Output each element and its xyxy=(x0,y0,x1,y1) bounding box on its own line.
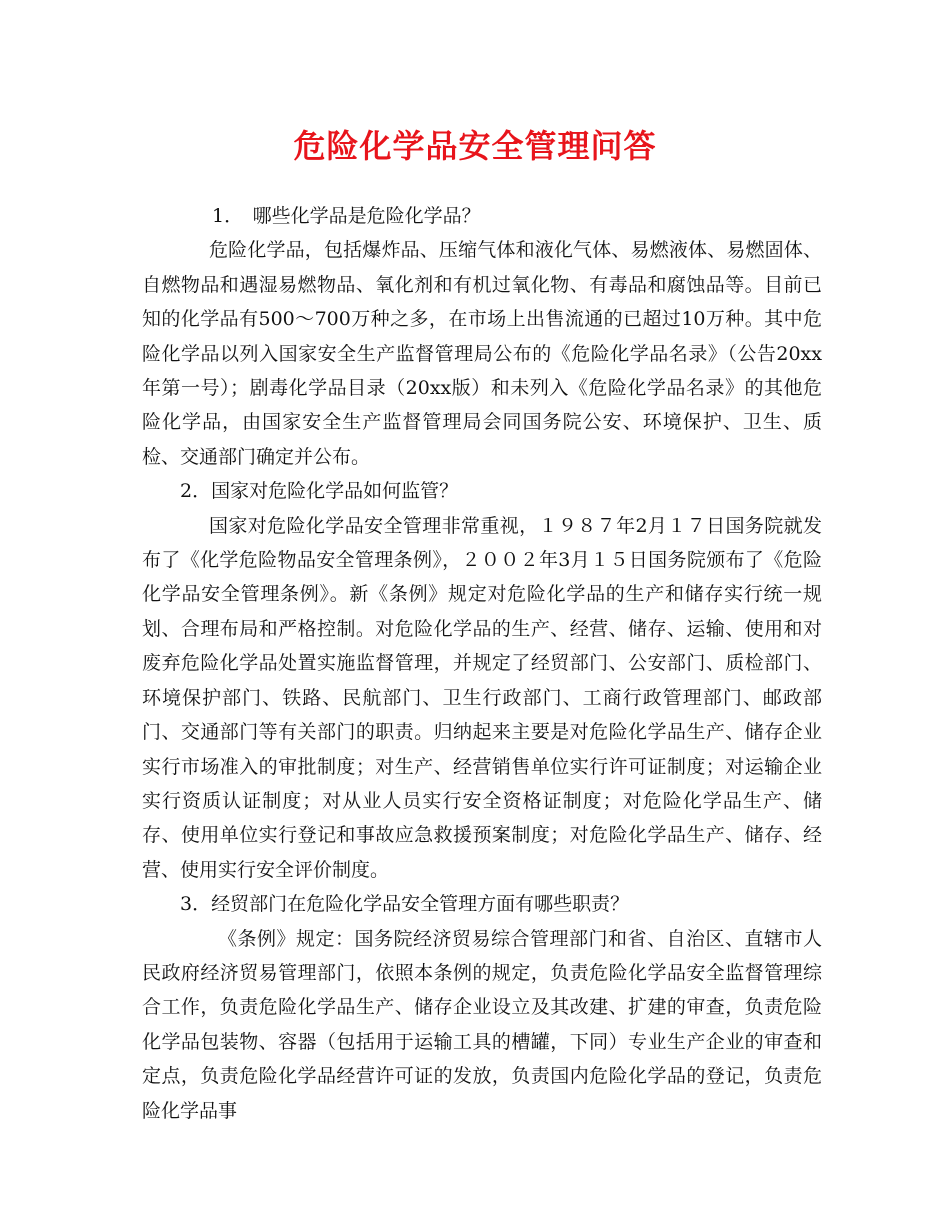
document-title: 危险化学品安全管理问答 xyxy=(293,127,657,165)
answer-2: 国家对危险化学品安全管理非常重视，１９８７年2月１７日国务院就发布了《化学危险物品安全管理条例》，２００２年3月１５日国务院颁布了《危险化学品安全管理条例》。新《条例》规定对危险化学品的生产和储存实行统一规划、合理布局和严格控制。对危险化学品的生产、经营、储存、运输、使用和对废弃危险化学品处置实施监督管理，并规定了经贸部门、公安部门、质检部门、环境保护部门、铁路、民航部门、卫生行政部门、工商行政管理部门、邮政部门、交通部门等有关部门的职责。归纳起来主要是对危险化学品生产、储存企业实行市场准入的审批制度；对生产、经营销售单位实行许可证制度；对运输企业实行资质认证制度；对从业人员实行安全资格证制度；对危险化学品生产、储存、使用单位实行登记和事故应急救援预案制度；对危险化学品生产、储存、经营、使用实行安全评价制度。 xyxy=(142,514,822,881)
question-2: 2．国家对危险化学品如何监管？ xyxy=(180,480,459,503)
answer-3: 《条例》规定：国务院经济贸易综合管理部门和省、自治区、直辖市人民政府经济贸易管理部门，依照本条例的规定，负责危险化学品安全监督管理综合工作，负责危险化学品生产、储存企业设立及其改建、扩建的审查，负责危险化学品包装物、容器（包括用于运输工具的槽罐，下同）专业生产企业的审查和定点，负责危险化学品经营许可证的发放，负责国内危险化学品的登记，负责危险化学品事 xyxy=(142,927,822,1122)
document-body xyxy=(142,199,822,1128)
question-1: 1． 哪些化学品是危险化学品？ xyxy=(212,205,481,227)
answer-1: 危险化学品，包括爆炸品、压缩气体和液化气体、易燃液体、易燃固体、自燃物品和遇湿易燃物品、氧化剂和有机过氧化物、有毒品和腐蚀品等。目前已知的化学品有500～700万种之多，在市场上出售流通的已超过10万种。其中危险化学品以列入国家安全生产监督管理局公布的《危险化学品名录》（公告20xx年第一号）；剧毒化学品目录（20xx版）和未列入《危险化学品名录》的其他危险化学品，由国家安全生产监督管理局会同国务院公安、环境保护、卫生、质检、交通部门确定并公布。 xyxy=(142,239,822,468)
question-3: 3．经贸部门在危险化学品安全管理方面有哪些职责？ xyxy=(180,893,630,916)
